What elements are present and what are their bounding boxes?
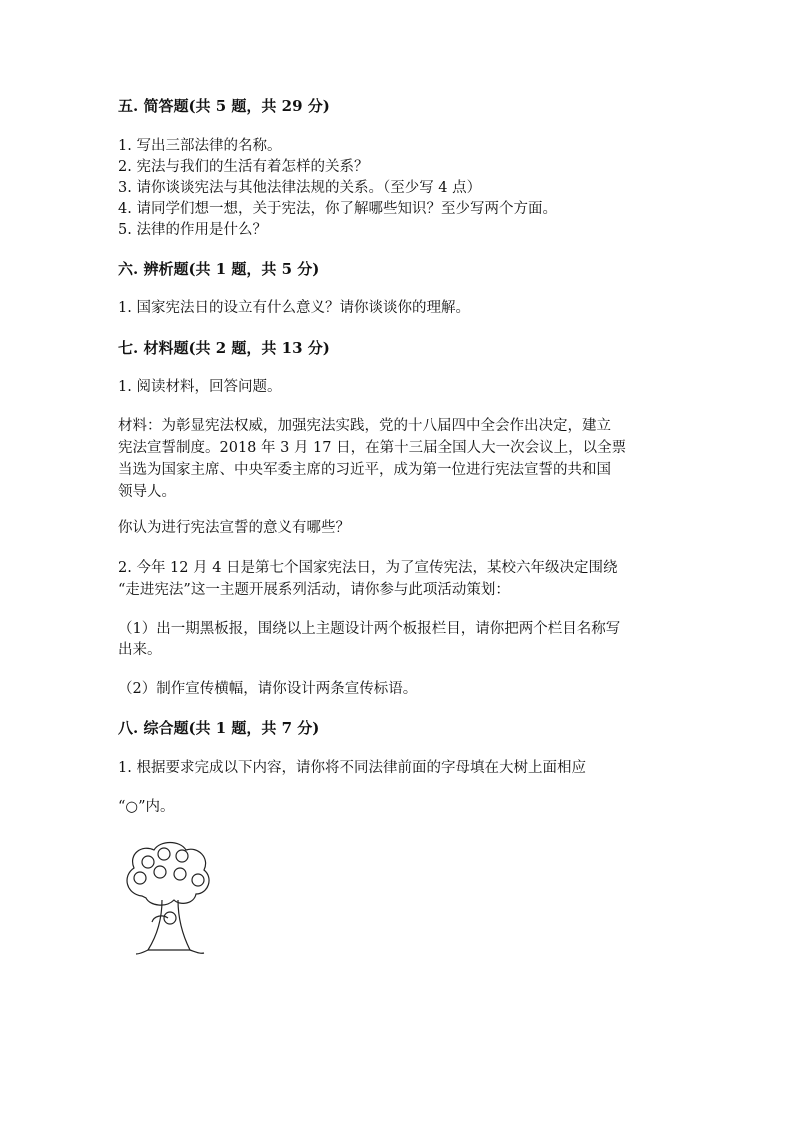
question-5-2: 2. 宪法与我们的生活有着怎样的关系？ — [118, 159, 369, 175]
tree-with-circles-icon — [118, 838, 218, 958]
question-7-2-line: “走进宪法”这一主题开展系列活动，请你参与此项活动策划： — [118, 582, 510, 598]
question-6-1: 1. 国家宪法日的设立有什么意义？请你谈谈你的理解。 — [118, 300, 470, 316]
question-8-1-line: 1. 根据要求完成以下内容，请你将不同法律前面的字母填在大树上面相应 — [118, 760, 586, 776]
question-7-1-prompt: 你认为进行宪法宣誓的意义有哪些？ — [118, 520, 350, 536]
section7-heading: 七. 材料题(共 2 题，共 13 分) — [118, 339, 330, 357]
material-text-line: 当选为国家主席、中央军委主席的习近平，成为第一位进行宪法宣誓的共和国 — [118, 462, 611, 478]
question-8-1-line: “○”内。 — [118, 799, 175, 815]
question-5-3: 3. 请你谈谈宪法与其他法律法规的关系。（至少写 4 点） — [118, 180, 482, 196]
question-5-4: 4. 请同学们想一想，关于宪法，你了解哪些知识？至少写两个方面。 — [118, 201, 557, 217]
section5-heading: 五. 简答题(共 5 题，共 29 分) — [118, 97, 330, 115]
material-text-line: 材料：为彰显宪法权威，加强宪法实践，党的十八届四中全会作出决定，建立 — [118, 418, 611, 434]
question-7-1: 1. 阅读材料，回答问题。 — [118, 379, 282, 395]
sub-question-1-line: 出来。 — [118, 642, 162, 658]
question-5-5: 5. 法律的作用是什么？ — [118, 222, 267, 238]
question-7-2-line: 2. 今年 12 月 4 日是第七个国家宪法日，为了宣传宪法，某校六年级决定围绕 — [118, 560, 618, 576]
material-text-line: 宪法宣誓制度。2018 年 3 月 17 日，在第十三届全国人大一次会议上，以全票 — [118, 440, 627, 456]
material-text-line: 领导人。 — [118, 484, 176, 500]
sub-question-2: （2）制作宣传横幅，请你设计两条宣传标语。 — [118, 681, 418, 697]
sub-question-1-line: （1）出一期黑板报，围绕以上主题设计两个板报栏目，请你把两个栏目名称写 — [118, 621, 621, 637]
section8-heading: 八. 综合题(共 1 题，共 7 分) — [118, 719, 320, 737]
section6-heading: 六. 辨析题(共 1 题，共 5 分) — [118, 260, 320, 278]
question-5-1: 1. 写出三部法律的名称。 — [118, 138, 282, 154]
